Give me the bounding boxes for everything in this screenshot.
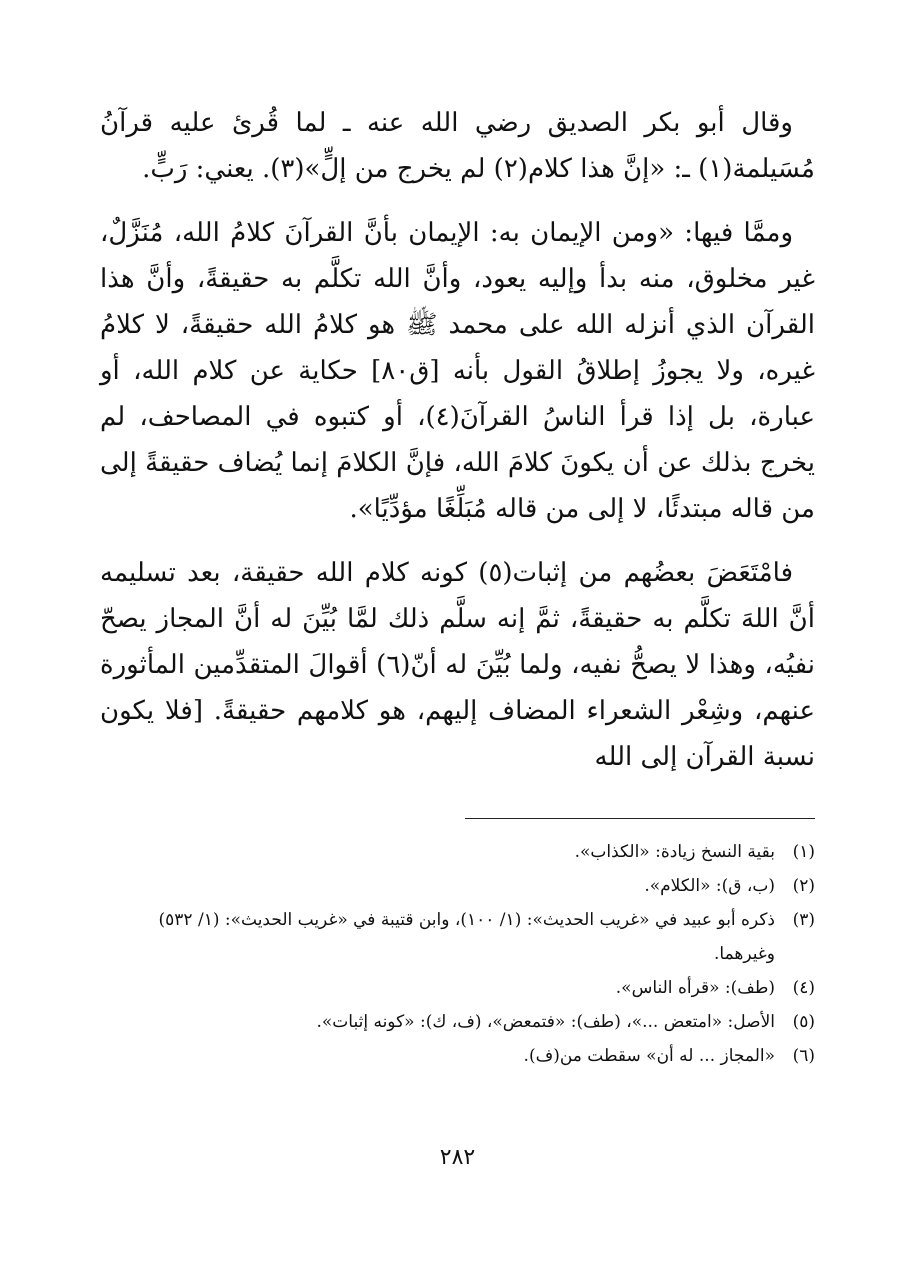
footnote-number: (٤) xyxy=(792,978,815,998)
footnote-2 xyxy=(100,869,815,903)
paragraph-3: فامْتَعَضَ بعضُهم من إثبات(٥) كونه كلام الله حقيقة، بعد تسليمه أنَّ اللهَ تكلَّم به حقيقةً، ثمَّ إنه سلَّم ذلك لمَّا بُيِّنَ له أنَّ المجاز يصحّ نفيُه، وهذا لا يصحُّ نفيه، ولما بُيِّنَ له أنّ(٦) أقوالَ المتقدِّمين المأثورة عنهم، وشِعْر الشعراء المضاف إليهم، هو كلامهم حقيقةً. [فلا يكون نسبة القرآن إلى الله xyxy=(100,558,815,772)
footnote-number: (١) xyxy=(792,842,815,862)
footnote-5 xyxy=(100,1005,815,1039)
footnote-4 xyxy=(100,971,815,1005)
footnote-divider xyxy=(465,818,815,819)
footnote-text: (طف): «قرأه الناس». xyxy=(615,978,775,998)
footnote-number: (٢) xyxy=(792,876,815,896)
document-page xyxy=(100,100,815,1180)
footnote-number: (٥) xyxy=(792,1012,815,1032)
footnote-text: الأصل: «امتعض ...»، (طف): «فتمعض»، (ف، ك): «كونه إثبات». xyxy=(316,1012,775,1032)
footnote-number: (٦) xyxy=(792,1046,815,1066)
footnote-6 xyxy=(100,1039,815,1073)
page-number: ٢٨٢ xyxy=(439,1145,476,1170)
paragraph-2: وممَّا فيها: «ومن الإيمان به: الإيمان بأنَّ القرآنَ كلامُ الله، مُنَزَّلٌ، غير مخلوق، منه بدأ وإليه يعود، وأنَّ الله تكلَّم به حقيقةً، وأنَّ هذا القرآن الذي أنزله الله على محمد ﷺ هو كلامُ الله حقيقةً، لا كلامُ غيره، ولا يجوزُ إطلاقُ القول بأنه [ق٨٠] حكاية عن كلام الله، أو عبارة، بل إذا قرأ الناسُ القرآنَ(٤)، أو كتبوه في المصاحف، لم يخرج بذلك عن أن يكونَ كلامَ الله، فإنَّ الكلامَ إنما يُضاف حقيقةً إلى من قاله مبتدئًا، لا إلى من قاله مُبَلِّغًا مؤدِّيًا». xyxy=(100,218,816,524)
footnote-text: ذكره أبو عبيد في «غريب الحديث»: (١/ ١٠٠)، وابن قتيبة في «غريب الحديث»: (١/ ٥٣٢) وغيرهما. xyxy=(158,910,775,964)
footnote-text: (ب، ق): «الكلام». xyxy=(644,876,775,896)
footnote-text: «المجاز ... له أن» سقطت من(ف). xyxy=(523,1046,775,1066)
footnotes xyxy=(100,835,815,1073)
footnote-number: (٣) xyxy=(792,910,815,930)
footnote-3 xyxy=(100,903,815,971)
footnote-text: بقية النسخ زيادة: «الكذاب». xyxy=(574,842,775,862)
paragraph-1: وقال أبو بكر الصديق رضي الله عنه ـ لما قُرئ عليه قرآنُ مُسَيلمة(١) ـ: «إنَّ هذا كلام(٢) لم يخرج من إلٍّ»(٣). يعني: رَبٍّ. xyxy=(100,108,815,184)
footnote-1 xyxy=(100,835,815,869)
main-text xyxy=(100,100,815,780)
